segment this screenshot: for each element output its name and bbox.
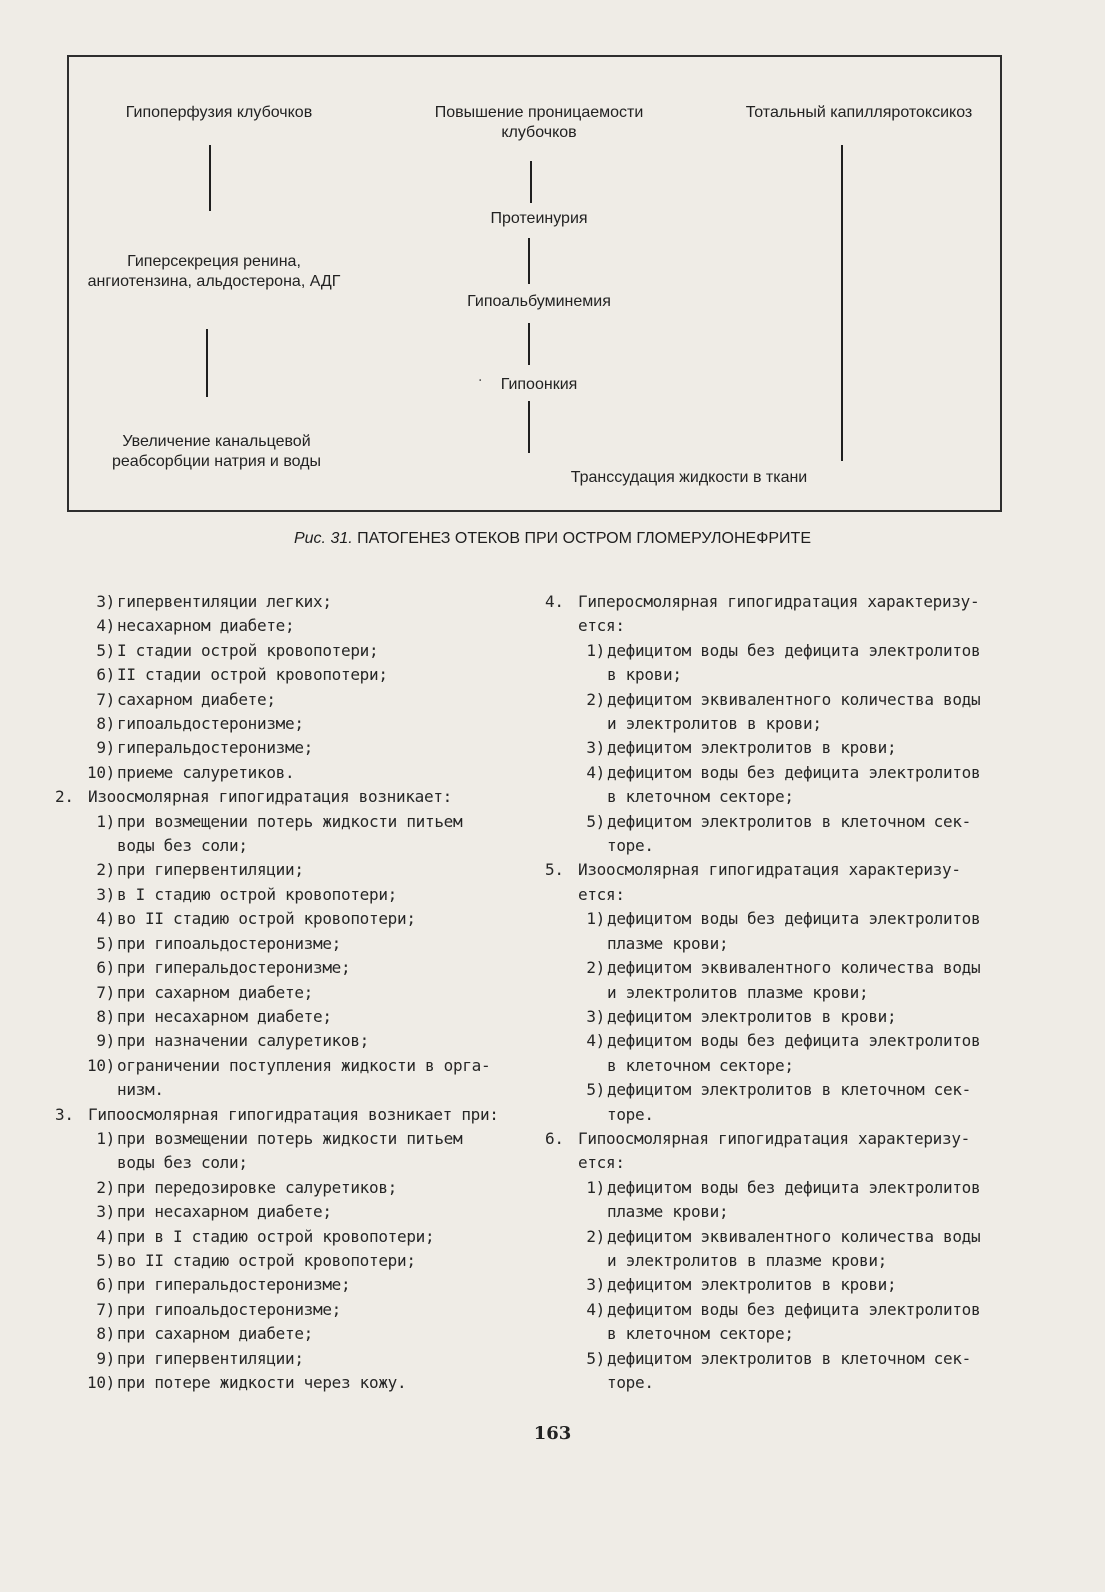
option-row: 3) дефицитом электролитов в крови; xyxy=(586,1006,897,1026)
option-row: 6) II стадии острой кровопотери; xyxy=(96,665,388,685)
figure-number: Рис. 31. xyxy=(293,530,353,547)
node-hypoperfusion: Гипоперфузия клубочков xyxy=(125,104,313,121)
option-row: 9) при назначении салуретиков; xyxy=(96,1031,369,1051)
option-continuation: торе. xyxy=(607,836,654,856)
question-4 xyxy=(545,590,1015,858)
option-row: 9) гиперальдостеронизме; xyxy=(96,738,313,758)
option-row: 3) гипервентиляции легких; xyxy=(96,592,332,611)
option-row: 2) дефицитом эквивалентного количества воды xyxy=(586,689,981,709)
arrow-line xyxy=(841,145,843,461)
question-title: 4. Гиперосмолярная гипогидратация характеризу- xyxy=(545,592,980,611)
question-title: 3. Гипоосмолярная гипогидратация возникает при: xyxy=(55,1104,499,1124)
option-row: 10) при потере жидкости через кожу. xyxy=(87,1373,407,1392)
option-row: 6) при гиперальдостеронизме; xyxy=(96,1275,351,1295)
option-row: 1) дефицитом воды без дефицита электролитов xyxy=(586,640,981,660)
arrow-line xyxy=(530,161,532,203)
option-row: 4) дефицитом воды без дефицита электролитов xyxy=(586,1299,981,1319)
option-row: 10) ограничении поступления жидкости в орга- xyxy=(87,1055,491,1075)
option-row: 9) при гипервентиляции; xyxy=(96,1348,304,1368)
arrow-line xyxy=(528,401,530,453)
option-row: 2) дефицитом эквивалентного количества воды xyxy=(586,1226,981,1246)
option-continuation: воды без соли; xyxy=(117,836,248,856)
option-row: 5) дефицитом электролитов в клеточном сек- xyxy=(586,1080,971,1100)
figure-title: ПАТОГЕНЕЗ ОТЕКОВ ПРИ ОСТРОМ ГЛОМЕРУЛОНЕФРИТЕ xyxy=(357,530,811,547)
question-title-continuation: ется: xyxy=(578,884,625,904)
question-title-continuation: ется: xyxy=(578,616,625,636)
left-column xyxy=(55,590,525,1395)
option-row: 5) дефицитом электролитов в клеточном сек- xyxy=(586,811,971,831)
option-row: 6) при гиперальдостеронизме; xyxy=(96,958,351,978)
option-continuation: воды без соли; xyxy=(117,1153,248,1173)
option-row: 8) гипоальдостеронизме; xyxy=(96,714,304,734)
node-reabsorption: Увеличение канальцевой реабсорбции натрия и воды xyxy=(111,433,322,470)
node-proteinuria: Протеинурия xyxy=(490,210,588,227)
option-row: 5) во II стадию острой кровопотери; xyxy=(96,1250,416,1270)
option-row: 2) дефицитом эквивалентного количества воды xyxy=(586,958,981,978)
option-row: 4) дефицитом воды без дефицита электролитов xyxy=(586,762,981,782)
pathogenesis-diagram xyxy=(67,55,1002,512)
option-continuation: в клеточном секторе; xyxy=(607,787,794,807)
question-2 xyxy=(55,785,525,1102)
figure-caption xyxy=(0,530,1105,548)
option-continuation: и электролитов в плазме крови; xyxy=(607,1250,887,1270)
node-hypooncia: Гипоонкия xyxy=(500,376,578,393)
arrow-line xyxy=(206,329,208,397)
arrow-line xyxy=(528,238,530,284)
option-row: 3) в I стадию острой кровопотери; xyxy=(96,884,397,904)
option-row: 3) дефицитом электролитов в крови; xyxy=(586,1275,897,1295)
option-row: 2) при гипервентиляции; xyxy=(96,860,304,880)
option-row: 7) сахарном диабете; xyxy=(96,689,276,709)
option-row: 1) дефицитом воды без дефицита электролитов xyxy=(586,1177,981,1197)
option-row: 8) при несахарном диабете; xyxy=(96,1006,332,1026)
option-row: 5) при гипоальдостеронизме; xyxy=(96,933,341,953)
option-row: 1) при возмещении потерь жидкости питьем xyxy=(96,1128,463,1148)
node-capillarotoxicosis: Тотальный капилляротоксикоз xyxy=(745,104,973,121)
page-number: 163 xyxy=(533,1423,572,1444)
option-continuation: в крови; xyxy=(607,665,682,685)
option-row: 4) дефицитом воды без дефицита электролитов xyxy=(586,1031,981,1051)
option-continuation: торе. xyxy=(607,1373,654,1392)
option-row: 4) при в I стадию острой кровопотери; xyxy=(96,1226,435,1246)
option-row: 2) при передозировке салуретиков; xyxy=(96,1177,397,1197)
option-row: 4) во II стадию острой кровопотери; xyxy=(96,909,416,929)
option-row: 3) при несахарном диабете; xyxy=(96,1202,332,1222)
option-row: 5) I стадии острой кровопотери; xyxy=(96,640,379,660)
option-continuation: и электролитов в крови; xyxy=(607,714,822,734)
option-row: 4) несахарном диабете; xyxy=(96,616,295,636)
option-row: 5) дефицитом электролитов в клеточном сек- xyxy=(586,1348,971,1368)
option-continuation: плазме крови; xyxy=(607,1202,729,1222)
option-row: 1) при возмещении потерь жидкости питьем xyxy=(96,811,463,831)
question-1-tail xyxy=(55,590,525,785)
question-title: 5. Изоосмолярная гипогидратация характеризу- xyxy=(545,860,961,880)
question-5 xyxy=(545,858,1015,1126)
arrow-line xyxy=(528,323,530,365)
question-title-continuation: ется: xyxy=(578,1153,625,1173)
option-row: 7) при сахарном диабете; xyxy=(96,982,313,1002)
option-continuation: в клеточном секторе; xyxy=(607,1324,794,1344)
node-permeability: Повышение проницаемости клубочков xyxy=(434,104,644,141)
question-title: 2. Изоосмолярная гипогидратация возникает: xyxy=(55,787,452,807)
option-row: 10) приеме салуретиков. xyxy=(87,762,295,782)
arrow-line xyxy=(209,145,211,211)
option-row: 1) дефицитом воды без дефицита электролитов xyxy=(586,909,981,929)
option-row: 7) при гипоальдостеронизме; xyxy=(96,1299,341,1319)
option-row: 3) дефицитом электролитов в крови; xyxy=(586,738,897,758)
option-continuation: плазме крови; xyxy=(607,933,729,953)
question-title: 6. Гипоосмолярная гипогидратация характеризу- xyxy=(545,1128,970,1148)
option-continuation: низм. xyxy=(117,1080,164,1100)
question-6 xyxy=(545,1127,1015,1395)
option-row: 8) при сахарном диабете; xyxy=(96,1324,313,1344)
node-hypersecretion: Гиперсекреция ренина, ангиотензина, альдостерона, АДГ xyxy=(87,253,341,290)
option-continuation: торе. xyxy=(607,1104,654,1124)
stray-dot: · xyxy=(478,373,483,389)
right-column xyxy=(545,590,1015,1395)
option-continuation: в клеточном секторе; xyxy=(607,1055,794,1075)
option-continuation: и электролитов плазме крови; xyxy=(607,982,869,1002)
question-3 xyxy=(55,1103,525,1396)
node-hypoalbuminemia: Гипоальбуминемия xyxy=(467,293,611,310)
node-transudation: Транссудация жидкости в ткани xyxy=(570,469,808,486)
